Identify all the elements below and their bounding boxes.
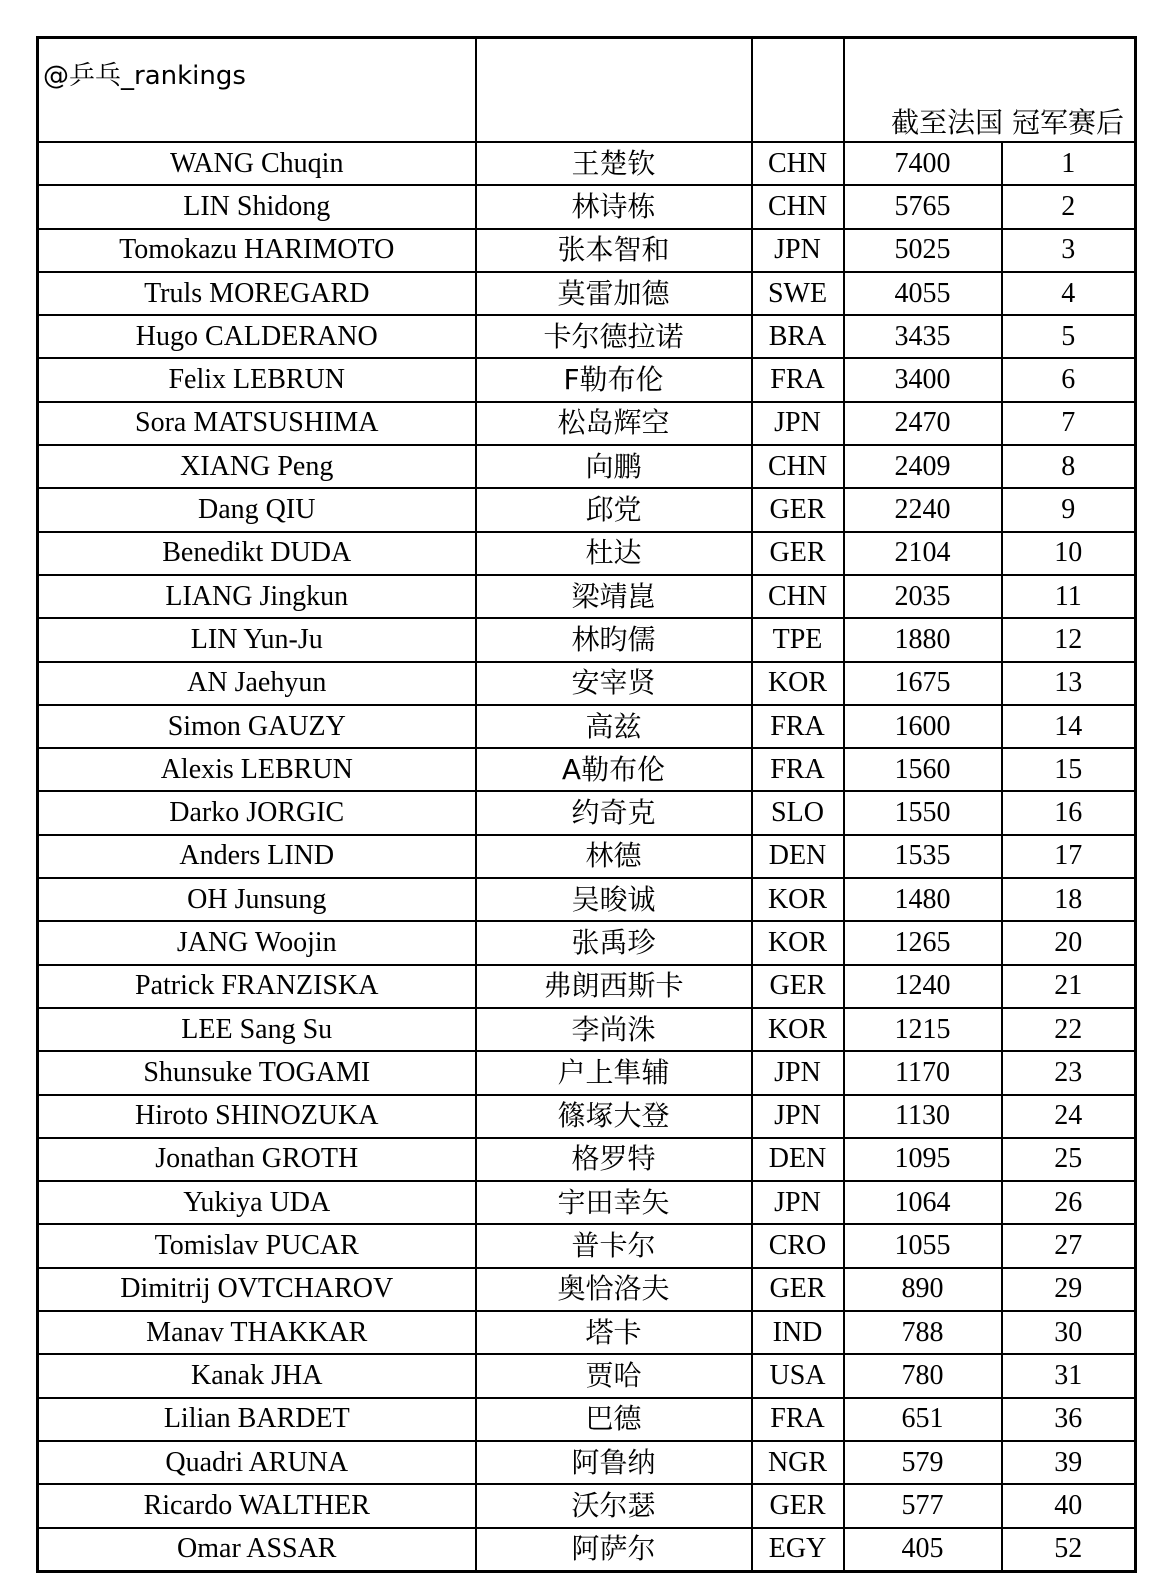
- world-rank: 6: [1002, 358, 1136, 401]
- country-code: SWE: [752, 272, 844, 315]
- watermark-label: @乒乓_rankings: [38, 38, 476, 143]
- world-rank: 16: [1002, 791, 1136, 834]
- table-row: [38, 532, 1136, 575]
- country-code: GER: [752, 965, 844, 1008]
- world-rank: 52: [1002, 1528, 1136, 1572]
- world-rank: 10: [1002, 532, 1136, 575]
- ranking-points: 1560: [844, 748, 1002, 791]
- player-name-en: Darko JORGIC: [38, 791, 476, 834]
- table-row: [38, 1138, 1136, 1181]
- world-rank: 39: [1002, 1441, 1136, 1484]
- player-name-en: Tomokazu HARIMOTO: [38, 229, 476, 272]
- ranking-points: 780: [844, 1354, 1002, 1397]
- header-row: [38, 38, 1136, 143]
- country-code: NGR: [752, 1441, 844, 1484]
- player-name-zh: 高兹: [476, 705, 752, 748]
- ranking-points: 577: [844, 1484, 1002, 1527]
- country-code: DEN: [752, 835, 844, 878]
- player-name-en: WANG Chuqin: [38, 142, 476, 185]
- player-name-en: Yukiya UDA: [38, 1181, 476, 1224]
- player-name-zh: 王楚钦: [476, 142, 752, 185]
- player-name-zh: 沃尔瑟: [476, 1484, 752, 1527]
- ranking-points: 2035: [844, 575, 1002, 618]
- player-name-en: LIANG Jingkun: [38, 575, 476, 618]
- table-row: [38, 965, 1136, 1008]
- ranking-points: 1170: [844, 1051, 1002, 1094]
- country-code: KOR: [752, 662, 844, 705]
- country-code: GER: [752, 1484, 844, 1527]
- player-name-zh: 卡尔德拉诺: [476, 315, 752, 358]
- country-code: JPN: [752, 402, 844, 445]
- player-name-en: Jonathan GROTH: [38, 1138, 476, 1181]
- world-rank: 26: [1002, 1181, 1136, 1224]
- player-name-en: Shunsuke TOGAMI: [38, 1051, 476, 1094]
- player-name-zh: 约奇克: [476, 791, 752, 834]
- ranking-points: 1880: [844, 618, 1002, 661]
- player-name-en: Anders LIND: [38, 835, 476, 878]
- country-code: CHN: [752, 185, 844, 228]
- player-name-en: Truls MOREGARD: [38, 272, 476, 315]
- country-code: FRA: [752, 748, 844, 791]
- ranking-points: 579: [844, 1441, 1002, 1484]
- table-row: [38, 445, 1136, 488]
- player-name-zh: 宇田幸矢: [476, 1181, 752, 1224]
- ranking-points: 788: [844, 1311, 1002, 1354]
- ranking-points: 2470: [844, 402, 1002, 445]
- country-code: FRA: [752, 1398, 844, 1441]
- country-code: CRO: [752, 1224, 844, 1267]
- world-rank: 20: [1002, 921, 1136, 964]
- ranking-points: 1055: [844, 1224, 1002, 1267]
- player-name-en: Felix LEBRUN: [38, 358, 476, 401]
- world-rank: 11: [1002, 575, 1136, 618]
- ranking-points: 1265: [844, 921, 1002, 964]
- ranking-table: [36, 36, 1137, 1573]
- ranking-points: 1240: [844, 965, 1002, 1008]
- player-name-zh: 格罗特: [476, 1138, 752, 1181]
- country-code: TPE: [752, 618, 844, 661]
- player-name-zh: 阿萨尔: [476, 1528, 752, 1572]
- table-row: [38, 835, 1136, 878]
- ranking-points: 1550: [844, 791, 1002, 834]
- player-name-zh: 林诗栋: [476, 185, 752, 228]
- ranking-points: 1535: [844, 835, 1002, 878]
- table-row: [38, 791, 1136, 834]
- world-rank: 1: [1002, 142, 1136, 185]
- world-rank: 29: [1002, 1268, 1136, 1311]
- country-code: CHN: [752, 575, 844, 618]
- player-name-zh: 阿鲁纳: [476, 1441, 752, 1484]
- table-row: [38, 315, 1136, 358]
- country-code: USA: [752, 1354, 844, 1397]
- table-row: [38, 142, 1136, 185]
- country-code: GER: [752, 488, 844, 531]
- ranking-points: 890: [844, 1268, 1002, 1311]
- country-code: BRA: [752, 315, 844, 358]
- player-name-en: Quadri ARUNA: [38, 1441, 476, 1484]
- ranking-points: 5025: [844, 229, 1002, 272]
- ranking-points: 7400: [844, 142, 1002, 185]
- player-name-en: LIN Shidong: [38, 185, 476, 228]
- table-row: [38, 878, 1136, 921]
- player-name-en: Dang QIU: [38, 488, 476, 531]
- ranking-points: 651: [844, 1398, 1002, 1441]
- world-rank: 22: [1002, 1008, 1136, 1051]
- player-name-zh: 邱党: [476, 488, 752, 531]
- world-rank: 15: [1002, 748, 1136, 791]
- player-name-zh: 弗朗西斯卡: [476, 965, 752, 1008]
- table-row: [38, 618, 1136, 661]
- country-code: CHN: [752, 142, 844, 185]
- table-row: [38, 1051, 1136, 1094]
- table-row: [38, 1268, 1136, 1311]
- table-row: [38, 575, 1136, 618]
- country-code: GER: [752, 532, 844, 575]
- table-row: [38, 1398, 1136, 1441]
- ranking-points: 3400: [844, 358, 1002, 401]
- country-code: JPN: [752, 229, 844, 272]
- country-code: JPN: [752, 1181, 844, 1224]
- player-name-zh: 安宰贤: [476, 662, 752, 705]
- table-row: [38, 1311, 1136, 1354]
- country-code: CHN: [752, 445, 844, 488]
- country-code: DEN: [752, 1138, 844, 1181]
- world-rank: 30: [1002, 1311, 1136, 1354]
- world-rank: 18: [1002, 878, 1136, 921]
- world-rank: 25: [1002, 1138, 1136, 1181]
- world-rank: 14: [1002, 705, 1136, 748]
- ranking-points: 2240: [844, 488, 1002, 531]
- player-name-zh: 篠塚大登: [476, 1095, 752, 1138]
- player-name-zh: 奥恰洛夫: [476, 1268, 752, 1311]
- ranking-points: 4055: [844, 272, 1002, 315]
- country-code: FRA: [752, 705, 844, 748]
- table-row: [38, 662, 1136, 705]
- table-row: [38, 921, 1136, 964]
- world-rank: 7: [1002, 402, 1136, 445]
- world-rank: 40: [1002, 1484, 1136, 1527]
- table-body: [38, 38, 1136, 1572]
- player-name-zh: 张本智和: [476, 229, 752, 272]
- world-rank: 12: [1002, 618, 1136, 661]
- player-name-zh: 贾哈: [476, 1354, 752, 1397]
- player-name-en: XIANG Peng: [38, 445, 476, 488]
- ranking-points: 5765: [844, 185, 1002, 228]
- player-name-zh: 梁靖崑: [476, 575, 752, 618]
- world-rank: 21: [1002, 965, 1136, 1008]
- player-name-en: Omar ASSAR: [38, 1528, 476, 1572]
- player-name-en: OH Junsung: [38, 878, 476, 921]
- world-rank: 3: [1002, 229, 1136, 272]
- world-rank: 24: [1002, 1095, 1136, 1138]
- player-name-en: Manav THAKKAR: [38, 1311, 476, 1354]
- table-row: [38, 1441, 1136, 1484]
- ranking-points: 1480: [844, 878, 1002, 921]
- world-rank: 2: [1002, 185, 1136, 228]
- player-name-en: LEE Sang Su: [38, 1008, 476, 1051]
- table-row: [38, 705, 1136, 748]
- world-rank: 8: [1002, 445, 1136, 488]
- ranking-points: 2409: [844, 445, 1002, 488]
- table-row: [38, 1354, 1136, 1397]
- world-rank: 13: [1002, 662, 1136, 705]
- player-name-zh: 莫雷加德: [476, 272, 752, 315]
- country-code: KOR: [752, 1008, 844, 1051]
- country-code: JPN: [752, 1095, 844, 1138]
- ranking-points: 2104: [844, 532, 1002, 575]
- country-code: JPN: [752, 1051, 844, 1094]
- world-rank: 17: [1002, 835, 1136, 878]
- player-name-en: Alexis LEBRUN: [38, 748, 476, 791]
- world-rank: 5: [1002, 315, 1136, 358]
- player-name-en: Hugo CALDERANO: [38, 315, 476, 358]
- world-rank: 36: [1002, 1398, 1136, 1441]
- player-name-zh: 吴晙诚: [476, 878, 752, 921]
- table-row: [38, 488, 1136, 531]
- player-name-en: Sora MATSUSHIMA: [38, 402, 476, 445]
- player-name-zh: 向鹏: [476, 445, 752, 488]
- table-row: [38, 402, 1136, 445]
- player-name-zh: 林德: [476, 835, 752, 878]
- player-name-zh: 普卡尔: [476, 1224, 752, 1267]
- table-row: [38, 1528, 1136, 1572]
- ranking-points: 1675: [844, 662, 1002, 705]
- player-name-en: LIN Yun-Ju: [38, 618, 476, 661]
- table-row: [38, 272, 1136, 315]
- table-row: [38, 229, 1136, 272]
- country-code: KOR: [752, 878, 844, 921]
- player-name-zh: 李尚洙: [476, 1008, 752, 1051]
- player-name-en: AN Jaehyun: [38, 662, 476, 705]
- table-row: [38, 1181, 1136, 1224]
- player-name-zh: 户上隼辅: [476, 1051, 752, 1094]
- player-name-zh: 塔卡: [476, 1311, 752, 1354]
- player-name-en: Patrick FRANZISKA: [38, 965, 476, 1008]
- table-row: [38, 748, 1136, 791]
- player-name-zh: 松岛辉空: [476, 402, 752, 445]
- table-row: [38, 358, 1136, 401]
- header-empty-cell: [476, 38, 752, 143]
- table-caption: 截至法国 冠军赛后: [844, 38, 1136, 143]
- country-code: KOR: [752, 921, 844, 964]
- player-name-en: Simon GAUZY: [38, 705, 476, 748]
- player-name-en: Dimitrij OVTCHAROV: [38, 1268, 476, 1311]
- world-rank: 9: [1002, 488, 1136, 531]
- ranking-points: 1215: [844, 1008, 1002, 1051]
- ranking-points: 405: [844, 1528, 1002, 1572]
- player-name-en: Ricardo WALTHER: [38, 1484, 476, 1527]
- player-name-zh: F勒布伦: [476, 358, 752, 401]
- country-code: GER: [752, 1268, 844, 1311]
- player-name-zh: 张禹珍: [476, 921, 752, 964]
- world-rank: 4: [1002, 272, 1136, 315]
- country-code: SLO: [752, 791, 844, 834]
- table-row: [38, 1008, 1136, 1051]
- table-row: [38, 1224, 1136, 1267]
- world-rank: 31: [1002, 1354, 1136, 1397]
- header-empty-cell: [752, 38, 844, 143]
- ranking-points: 1095: [844, 1138, 1002, 1181]
- table-row: [38, 1484, 1136, 1527]
- table-row: [38, 1095, 1136, 1138]
- player-name-en: Lilian BARDET: [38, 1398, 476, 1441]
- country-code: FRA: [752, 358, 844, 401]
- player-name-zh: 杜达: [476, 532, 752, 575]
- player-name-zh: 林昀儒: [476, 618, 752, 661]
- world-rank: 23: [1002, 1051, 1136, 1094]
- ranking-points: 3435: [844, 315, 1002, 358]
- ranking-points: 1600: [844, 705, 1002, 748]
- country-code: EGY: [752, 1528, 844, 1572]
- ranking-points: 1130: [844, 1095, 1002, 1138]
- player-name-en: Kanak JHA: [38, 1354, 476, 1397]
- table-row: [38, 185, 1136, 228]
- world-rank: 27: [1002, 1224, 1136, 1267]
- player-name-en: JANG Woojin: [38, 921, 476, 964]
- player-name-en: Benedikt DUDA: [38, 532, 476, 575]
- country-code: IND: [752, 1311, 844, 1354]
- player-name-en: Hiroto SHINOZUKA: [38, 1095, 476, 1138]
- player-name-en: Tomislav PUCAR: [38, 1224, 476, 1267]
- player-name-zh: 巴德: [476, 1398, 752, 1441]
- ranking-points: 1064: [844, 1181, 1002, 1224]
- player-name-zh: A勒布伦: [476, 748, 752, 791]
